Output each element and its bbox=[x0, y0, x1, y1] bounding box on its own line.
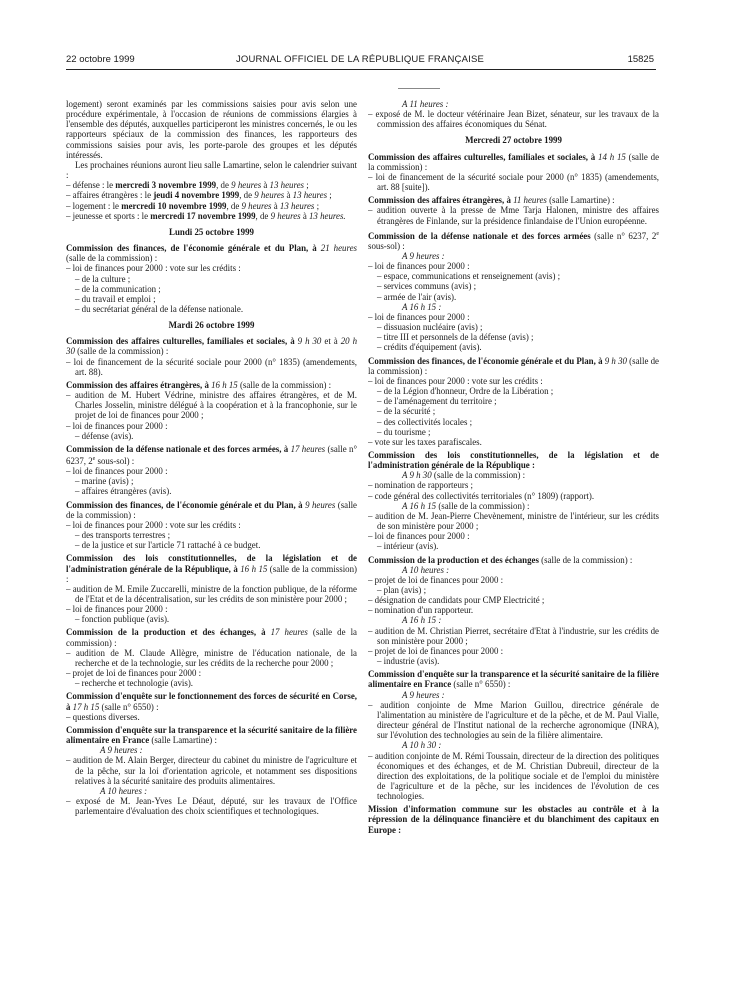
list-item: – loi de finances pour 2000 : bbox=[66, 466, 168, 477]
section-heading: Commission des finances, de l'économie générale et du Plan, à 21 heures (salle de la commission) : bbox=[66, 243, 357, 264]
section-heading: Commission des finances, de l'économie générale et du Plan, à 9 heures (salle de la commission) : bbox=[66, 499, 357, 520]
list-item: – recherche et technologie (avis). bbox=[75, 678, 194, 689]
list-item: – marine (avis) ; bbox=[75, 476, 134, 487]
list-item: – audition conjointe de M. Rémi Toussain, directeur de la direction des politiques économiques et des échanges, et de M. Christian Dubreuil, directeur de la direction des exploitations, de la politique sociale et de l'emploi du ministère de l'agriculture et de la pêche, sur les incidences de l'évolution de ces technologies. bbox=[368, 750, 659, 802]
list-item: – industrie (avis). bbox=[377, 656, 440, 667]
time-label: A 11 heures : bbox=[402, 99, 449, 109]
list-item: – défense : le mercredi 3 novembre 1999, de 9 heures à 13 heures ; bbox=[66, 180, 309, 191]
section-heading: Commission des affaires culturelles, familiales et sociales, à 9 h 30 et à 20 h 30 (salle de la commission) : bbox=[66, 336, 357, 357]
section-heading: Commission d'enquête sur la transparence et la sécurité sanitaire de la filière alimentaire en France (salle Lamartine) : bbox=[66, 724, 357, 746]
list-item: – projet de loi de finances pour 2000 : bbox=[368, 574, 504, 585]
list-item: – des transports terrestres ; bbox=[75, 530, 171, 541]
section-heading: Commission des affaires culturelles, familiales et sociales, à 14 h 15 (salle de la commission) : bbox=[368, 151, 659, 172]
list-item: – projet de loi de finances pour 2000 : bbox=[66, 668, 202, 679]
header-date: 22 octobre 1999 bbox=[66, 54, 135, 65]
section-heading: Commission des lois constitutionnelles, de la législation et de l'administration générale de la République : bbox=[368, 449, 659, 471]
time-label: A 16 h 15 : bbox=[402, 615, 442, 626]
list-item: – de la culture ; bbox=[75, 273, 131, 284]
list-item: – loi de finances pour 2000 : vote sur les crédits : bbox=[66, 519, 241, 530]
section-heading: Commission des lois constitutionnelles, de la législation et de l'administration générale de la République, à 16 h 15 (salle de la commission) : bbox=[66, 553, 357, 584]
section-heading: Mission d'information commune sur les obstacles au contrôle et à la répression de la délinquance financière et du blanchiment des capitaux en Europe : bbox=[368, 804, 659, 835]
list-item: – projet de loi de finances pour 2000 : bbox=[368, 645, 504, 656]
list-item: – intérieur (avis). bbox=[377, 541, 439, 552]
list-item: – audition conjointe de Mme Marion Guillou, directrice générale de l'alimentation au ministère de l'agriculture et de la pêche, et de M. Paul Vialle, directeur général de l'Institut national de la recherche agronomique (INRA), sur l'évolution des technologies au sein de la filière alimentaire. bbox=[368, 699, 659, 741]
right-column bbox=[368, 99, 659, 979]
list-item: – exposé de M. Jean-Yves Le Déaut, député, sur les travaux de l'Office parlementaire d'évaluation des choix scientifiques et technologiques. bbox=[66, 795, 357, 817]
list-item: – audition de M. Emile Zuccarelli, ministre de la fonction publique, de la réforme de l'Etat et de la décentralisation, sur les crédits de son ministère pour 2000 ; bbox=[66, 583, 357, 604]
list-item: – loi de finances pour 2000 : vote sur les crédits : bbox=[66, 263, 241, 274]
list-item: – logement : le mercredi 10 novembre 1999, de 9 heures à 13 heures ; bbox=[66, 200, 320, 211]
list-item: – nomination d'un rapporteur. bbox=[368, 605, 474, 616]
list-item: – loi de financement de la sécurité sociale pour 2000 (n° 1835) (amendements, art. 88 [suite]). bbox=[368, 171, 659, 193]
list-item: – du secrétariat général de la défense nationale. bbox=[75, 303, 244, 314]
list-item: – de la justice et sur l'article 71 rattaché à ce budget. bbox=[75, 540, 261, 551]
list-item: – fonction publique (avis). bbox=[75, 614, 170, 625]
list-item: – audition ouverte à la presse de Mme Tarja Halonen, ministre des affaires étrangères de Finlande, sur la présidence finlandaise de l'Union européenne. bbox=[368, 205, 659, 226]
list-item: – audition de M. Claude Allègre, ministre de l'éducation nationale, de la recherche et de la technologie, sur les crédits de la recherche pour 2000 ; bbox=[66, 647, 357, 668]
list-item: – nomination de rapporteurs ; bbox=[368, 480, 473, 491]
header-page-number: 15825 bbox=[627, 54, 654, 65]
list-item: – services communs (avis) ; bbox=[377, 281, 477, 292]
time-label: A 9 h 30 (salle de la commission) : bbox=[402, 470, 526, 481]
left-column bbox=[66, 99, 357, 979]
list-item: – loi de finances pour 2000 : bbox=[368, 311, 470, 322]
list-item: – de l'aménagement du territoire ; bbox=[377, 396, 497, 407]
time-label: A 9 heures : bbox=[100, 745, 143, 756]
list-item: – audition de M. Hubert Védrine, ministre des affaires étrangères, et de M. Charles Josselin, ministre délégué à la coopération et à la francophonie, sur le projet de loi de finances pour 2000 ; bbox=[66, 390, 357, 421]
list-item: – espace, communications et renseignement (avis) ; bbox=[377, 271, 561, 282]
time-label: A 9 heures : bbox=[402, 251, 445, 261]
paragraph: logement) seront examinés par les commissions saisies pour avis selon une procédure expérimentale, à l'occasion de réunions de commissions élargies à l'ensemble des députés, auxquelles participeront les ministres concernés, le ou les rapporteurs spéciaux de la commission des finances, les rapporteurs des commissions saisies pour avis, les porte-parole des groupes et les députés intéressés. bbox=[66, 99, 357, 160]
list-item: – crédits d'équipement (avis). bbox=[377, 342, 482, 353]
list-item: – code général des collectivités territoriales (n° 1809) (rapport). bbox=[368, 490, 595, 501]
section-heading: Commission des affaires étrangères, à 16 h 15 (salle de la commission) : bbox=[66, 379, 332, 390]
list-item: – affaires étrangères (avis). bbox=[75, 486, 172, 497]
list-item: – loi de finances pour 2000 : bbox=[368, 531, 470, 542]
list-item: – désignation de candidats pour CMP Electricité ; bbox=[368, 595, 545, 606]
list-item: – vote sur les taxes parafiscales. bbox=[368, 436, 482, 447]
list-item: – de la sécurité ; bbox=[377, 406, 436, 417]
list-item: – loi de finances pour 2000 : bbox=[66, 604, 168, 615]
list-item: – de la communication ; bbox=[75, 283, 161, 294]
list-item: – questions diverses. bbox=[66, 711, 140, 722]
time-label: A 16 h 15 : bbox=[402, 301, 442, 312]
list-item: – audition de M. Alain Berger, directeur du cabinet du ministre de l'agriculture et de la pêche, sur la loi d'orientation agricole, et notamment ses dispositions relatives à la sécurité sanitaire des produits alimentaires. bbox=[66, 755, 357, 786]
header-rule bbox=[66, 69, 656, 70]
list-item: – titre III et personnels de la défense (avis) ; bbox=[377, 332, 534, 343]
day-heading: Mardi 26 octobre 1999 bbox=[168, 320, 255, 331]
header-title: JOURNAL OFFICIEL DE LA RÉPUBLIQUE FRANÇAISE bbox=[235, 54, 485, 65]
list-item: – du travail et emploi ; bbox=[75, 293, 156, 304]
page-header bbox=[66, 54, 654, 68]
list-item: – du tourisme ; bbox=[377, 426, 431, 437]
time-label: A 10 heures : bbox=[100, 785, 148, 796]
list-item: – audition de M. Jean-Pierre Chevènement, ministre de l'intérieur, sur les crédits de son ministère pour 2000 ; bbox=[368, 510, 659, 532]
list-item: – défense (avis). bbox=[75, 430, 134, 441]
section-heading: Commission des finances, de l'économie générale et du Plan, à 9 h 30 (salle de la commission) : bbox=[368, 355, 659, 376]
list-item: – plan (avis) ; bbox=[377, 585, 427, 595]
list-item: – dissuasion nucléaire (avis) ; bbox=[377, 322, 483, 333]
top-mark bbox=[398, 88, 440, 89]
day-heading: Lundi 25 octobre 1999 bbox=[169, 226, 254, 237]
list-item: – loi de financement de la sécurité sociale pour 2000 (n° 1835) (amendements, art. 88). bbox=[66, 356, 357, 377]
list-item: – de la Légion d'honneur, Ordre de la Libération ; bbox=[377, 386, 554, 397]
list-item: – loi de finances pour 2000 : vote sur les crédits : bbox=[368, 375, 543, 386]
section-heading: Commission de la défense nationale et des forces armées, à 17 heures (salle n° 6237, 2e sous-sol) : bbox=[66, 443, 357, 466]
list-item: – affaires étrangères : le jeudi 4 novembre 1999, de 9 heures à 13 heures ; bbox=[66, 190, 332, 201]
section-heading: Commission de la défense nationale et des forces armées (salle n° 6237, 2e sous-sol) : bbox=[368, 230, 659, 251]
section-heading: Commission de la production et des échanges (salle de la commission) : bbox=[368, 554, 633, 565]
section-heading: Commission d'enquête sur le fonctionnement des forces de sécurité en Corse, à 17 h 15 (salle n° 6550) : bbox=[66, 691, 357, 712]
list-item: – audition de M. Christian Pierret, secrétaire d'Etat à l'industrie, sur les crédits de son ministère pour 2000 ; bbox=[368, 625, 659, 646]
list-item: – loi de finances pour 2000 : bbox=[66, 420, 168, 431]
time-label: A 10 heures : bbox=[402, 564, 450, 575]
list-item: – exposé de M. le docteur vétérinaire Jean Bizet, sénateur, sur les travaux de la commission des affaires économiques du Sénat. bbox=[368, 109, 659, 130]
list-item: – jeunesse et sports : le mercredi 17 novembre 1999, de 9 heures à 13 heures. bbox=[66, 210, 346, 221]
time-label: A 16 h 15 (salle de la commission) : bbox=[402, 500, 530, 511]
list-item: – des collectivités locales ; bbox=[377, 416, 473, 427]
list-item: – armée de l'air (avis). bbox=[377, 291, 457, 302]
time-label: A 10 h 30 : bbox=[402, 740, 442, 751]
section-heading: Commission d'enquête sur la transparence et la sécurité sanitaire de la filière alimentaire en France (salle n° 6550) : bbox=[368, 669, 659, 690]
section-heading: Commission des affaires étrangères, à 11 heures (salle Lamartine) : bbox=[368, 195, 615, 206]
section-heading: Commission de la production et des échanges, à 17 heures (salle de la commission) : bbox=[66, 627, 357, 648]
paragraph: Les prochaines réunions auront lieu salle Lamartine, selon le calendrier suivant : bbox=[66, 159, 357, 181]
time-label: A 9 heures : bbox=[402, 689, 445, 700]
list-item: – loi de finances pour 2000 : bbox=[368, 261, 470, 272]
day-heading: Mercredi 27 octobre 1999 bbox=[465, 135, 562, 146]
